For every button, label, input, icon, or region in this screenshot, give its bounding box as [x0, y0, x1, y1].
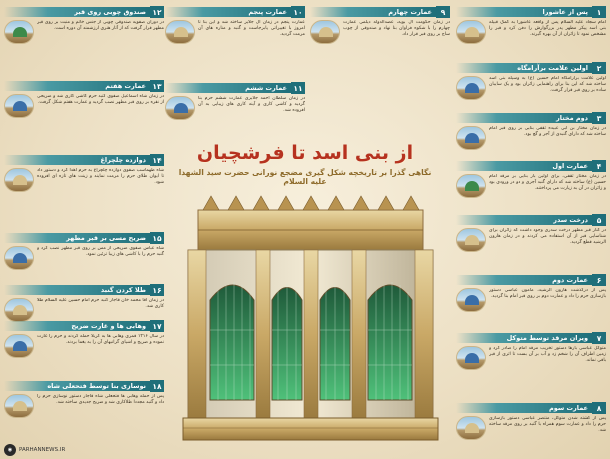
card-number: ۱۴	[150, 154, 164, 166]
card-title: عمارت سوم	[456, 403, 592, 413]
card-title: عمارت چهارم	[310, 7, 436, 17]
shrine-photo-icon	[165, 20, 195, 44]
timeline-card	[165, 82, 305, 120]
card-number: ۱۳	[150, 80, 164, 92]
card-number: ۱۶	[150, 284, 164, 296]
card-title: وهابی ها و غارت ضریح	[4, 321, 150, 331]
card-title: ضریح مسی بر قبر مطهر	[4, 233, 150, 243]
main-title: از بنی اسد تا فرشچیان	[196, 142, 414, 164]
timeline-card	[4, 320, 164, 358]
card-title: ویران مرقد توسط متوکل	[456, 333, 592, 343]
card-number: ۱۱	[291, 82, 305, 94]
card-text: شاه طهماسب صفوی دوازده چلچراغ به حرم اهدا کرد و دستور داد تا ایوان طلای حرم را مرمت نمایند و زینت های تازه ای افزوده شود.	[37, 168, 164, 185]
shrine-photo-icon	[4, 394, 34, 418]
card-title: عمارت دوم	[456, 275, 592, 285]
brand-logo-icon: ◉	[4, 444, 16, 456]
card-text: پس از کشته شدن متوکل، منتصر عباسی دستور بازسازی حرم را داد و عمارت سوم همراه با گنبد بر روی مرقد ساخته شد.	[489, 416, 606, 433]
card-title: عمارت ششم	[165, 83, 291, 93]
timeline-card	[165, 6, 305, 44]
card-text: شاه عباس صفوی ضریحی از مس بر روی قبر مطهر نصب کرد و گنبد حرم را با کاشی های زیبا تزئین نمود.	[37, 246, 164, 257]
card-text: در دوران صفویه صندوقی چوبی از جنس خاتم و منبت بر روی قبر مطهر قرار گرفت که از آثار هنری ارزشمند آن دوره است.	[37, 20, 164, 31]
timeline-middle-left-column	[165, 4, 305, 144]
brand-watermark	[4, 444, 65, 456]
shrine-photo-icon	[4, 246, 34, 270]
card-text: در زمان مختار ثقفی، برای اولین بار بنایی بر مرقد امام حسین (ع) ساخته شد که دارای گنبد آجری و دو در ورودی بود و زائران در آن به زیارت می پرداختند.	[489, 174, 606, 191]
shrine-photo-icon	[456, 416, 486, 440]
card-text: در زمان شاه اسماعیل صفوی گنبد حرم کاشی کاری شد و ضریحی از نقره بر روی قبر مطهر نصب گردید و عمارت هفتم شکل گرفت.	[37, 94, 164, 105]
timeline-card	[456, 6, 606, 44]
shrine-photo-icon	[4, 168, 34, 192]
card-text: در کنار قبر مطهر درخت سدری وجود داشت که زائران برای شناسایی قبر از آن استفاده می کردند و در زمان هارون الرشید قطع گردید.	[489, 228, 606, 245]
shrine-zarih-illustration	[178, 190, 443, 445]
card-number: ۸	[592, 402, 606, 414]
card-number: ۱	[592, 6, 606, 18]
card-text: در زمان سلطان احمد جلایری عمارت ششم حرم بنا گردید و کاشی کاری و آینه کاری های زیبایی به آن افزوده شد.	[198, 96, 305, 113]
card-number: ۱۷	[150, 320, 164, 332]
card-title: عمارت پنجم	[165, 7, 291, 17]
shrine-photo-icon	[456, 346, 486, 370]
card-text: متوکل عباسی بارها دستور تخریب مرقد امام را صادر کرد و زمین اطراف آن را شخم زد و آب بر آن بست تا اثری از قبر باقی نماند.	[489, 346, 606, 363]
timeline-card	[4, 80, 164, 118]
timeline-card	[456, 402, 606, 440]
timeline-card	[456, 214, 606, 252]
timeline-card	[456, 332, 606, 370]
card-number: ۱۵	[150, 232, 164, 244]
timeline-card	[4, 6, 164, 44]
brand-name: PARHANNEWS.IR	[19, 447, 66, 453]
card-title: نوسازی بنا توسط فتحعلی شاه	[4, 381, 150, 391]
card-number: ۱۸	[150, 380, 164, 392]
timeline-card	[310, 6, 450, 44]
timeline-middle-column	[310, 4, 450, 144]
card-text: در سال ۱۲۱۶ قمری وهابی ها به کربلا حمله کردند و حرم را غارت نموده و ضریح و اشیای گرانبهای آن را به یغما بردند.	[37, 334, 164, 345]
shrine-photo-icon	[4, 334, 34, 358]
card-text: در زمان حکومت آل بویه، عضدالدوله دیلمی عمارت چهارم را با شکوه فراوان بنا نهاد و صندوقی از چوب ساج بر روی قبر قرار داد.	[343, 20, 450, 37]
card-title: دوازده چلچراغ	[4, 155, 150, 165]
timeline-card	[4, 232, 164, 270]
card-number: ۹	[436, 6, 450, 18]
card-number: ۵	[592, 214, 606, 226]
card-text: پس از درگذشت هارون الرشید، مامون عباسی دستور بازسازی حرم را داد و عمارت دوم بر روی قبر امام بنا گردید.	[489, 288, 606, 299]
shrine-photo-icon	[165, 96, 195, 120]
card-text: اولین علامت برآرامگاه امام حسین (ع) به وسیله بنی اسد ساخته شد که این بنا برای راهنمایی زائران بود و یک سایبان ساده بر روی قبر قرار گرفت.	[489, 76, 606, 93]
card-title: درخت سدر	[456, 215, 592, 225]
timeline-left-column	[4, 4, 164, 459]
shrine-photo-icon	[456, 174, 486, 198]
shrine-photo-icon	[456, 20, 486, 44]
card-number: ۱۲	[150, 6, 164, 18]
timeline-card	[4, 154, 164, 192]
card-number: ۲	[592, 62, 606, 74]
card-title: عمارت هفتم	[4, 81, 150, 91]
shrine-photo-icon	[4, 298, 34, 322]
shrine-photo-icon	[456, 288, 486, 312]
timeline-card	[4, 380, 164, 418]
card-title: دوم مختار	[456, 113, 592, 123]
card-number: ۴	[592, 160, 606, 172]
card-title: اولین علامت برآرامگاه	[456, 63, 592, 73]
card-number: ۷	[592, 332, 606, 344]
card-title: پس از عاشورا	[456, 7, 592, 17]
subtitle: نگاهی گذرا بر تاریخچه شکل گیری مضجع نورانی حضرت سید الشهدا علیه السلام	[178, 168, 432, 186]
card-text: در زمان مختار بن ابی عبیده ثقفی بنایی بر روی قبر امام ساخته شد که دارای گنبدی از آجر و گچ بود.	[489, 126, 606, 137]
shrine-photo-icon	[310, 20, 340, 44]
shrine-photo-icon	[4, 94, 34, 118]
shrine-photo-icon	[456, 76, 486, 100]
card-title: صندوق چوبی روی قبر	[4, 7, 150, 17]
card-number: ۳	[592, 112, 606, 124]
card-text: عمارت پنجم در زمان آل جلایر ساخته شد و این بنا تا امروز با تغییراتی پابرجاست و گنبد و مناره های آن مرمت گردید.	[198, 20, 305, 37]
timeline-card	[456, 112, 606, 150]
timeline-card	[456, 160, 606, 198]
card-text: پس از حمله وهابی ها فتحعلی شاه قاجار دستور نوسازی حرم را داد و گنبد مجددا طلاکاری شد و ضریح جدیدی ساخته شد.	[37, 394, 164, 405]
card-text: در زمان آقا محمد خان قاجار گنبد حرم امام حسین علیه السلام طلا کاری شد.	[37, 298, 164, 309]
timeline-card	[4, 284, 164, 322]
card-number: ۶	[592, 274, 606, 286]
timeline-card	[456, 274, 606, 312]
timeline-right-column	[456, 4, 606, 459]
shrine-photo-icon	[4, 20, 34, 44]
card-title: طلا کردن گنبد	[4, 285, 150, 295]
card-text: امام سجاد علیه السلام پس از واقعه عاشورا به کمک قبیله بنی اسد پیکر مطهر پدر بزرگوارش را دفن کرد و قبر را مشخص نمود تا زائران از آن بهره گیرند.	[489, 20, 606, 37]
card-title: عمارت اول	[456, 161, 592, 171]
shrine-photo-icon	[456, 126, 486, 150]
card-number: ۱۰	[291, 6, 305, 18]
shrine-photo-icon	[456, 228, 486, 252]
timeline-card	[456, 62, 606, 100]
